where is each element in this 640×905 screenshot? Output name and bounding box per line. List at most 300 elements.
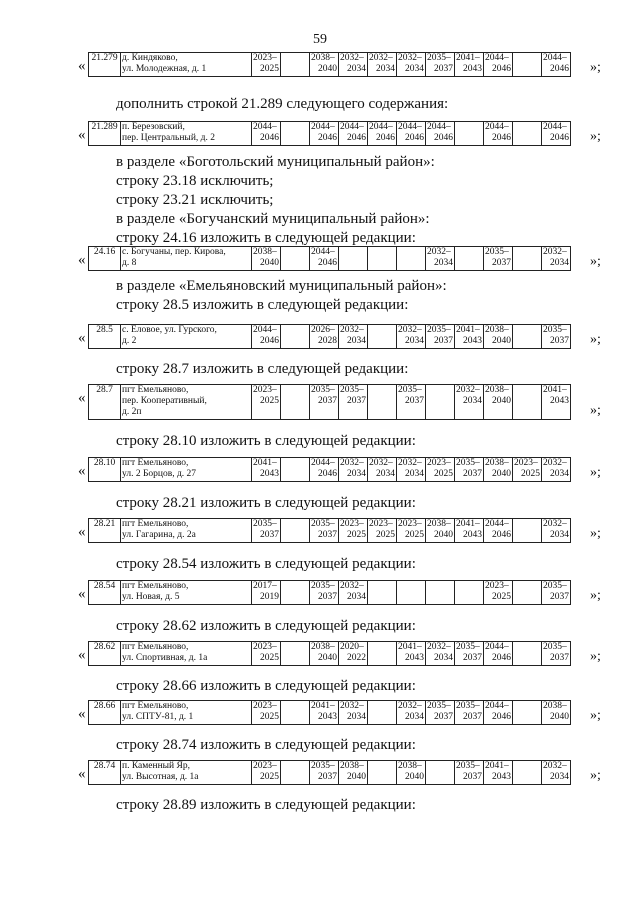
year-start: 2035– <box>456 761 480 771</box>
row-number: 21.289 <box>89 122 121 146</box>
year-start: 2032– <box>427 247 451 257</box>
year-cell <box>542 761 571 785</box>
year-cell <box>397 642 426 666</box>
year-cell <box>310 642 339 666</box>
row-number: 21.279 <box>89 53 121 77</box>
year-start: 2041– <box>253 458 277 468</box>
year-cell <box>397 761 426 785</box>
close-quote: »; <box>590 254 601 269</box>
instruction-text: строку 28.10 изложить в следующей редакции: <box>116 433 416 449</box>
year-start: 2041– <box>456 519 480 529</box>
year-cell <box>397 53 426 77</box>
year-end: 2034 <box>347 712 366 722</box>
year-start: 2041– <box>485 761 509 771</box>
address-line: д. 8 <box>122 258 137 268</box>
year-start: 2035– <box>311 519 335 529</box>
year-end: 2025 <box>376 530 395 540</box>
year-start: 2041– <box>543 385 567 395</box>
year-start: 2044– <box>369 122 393 132</box>
year-end: 2037 <box>405 396 424 406</box>
year-end: 2043 <box>550 396 569 406</box>
page-number: 59 <box>313 32 327 47</box>
year-cell <box>339 761 368 785</box>
year-cell <box>397 247 426 271</box>
instruction-text: строку 23.18 исключить; <box>116 173 274 189</box>
close-quote: »; <box>590 465 601 480</box>
year-cell <box>281 519 310 543</box>
year-cell <box>368 458 397 482</box>
year-start: 2044– <box>543 122 567 132</box>
year-cell <box>542 701 571 725</box>
year-end: 2046 <box>492 653 511 663</box>
year-start: 2041– <box>311 701 335 711</box>
year-cell <box>426 385 455 420</box>
year-end: 2034 <box>550 530 569 540</box>
year-start: 2032– <box>398 325 422 335</box>
year-start: 2035– <box>543 325 567 335</box>
year-end: 2034 <box>376 469 395 479</box>
year-start: 2035– <box>427 53 451 63</box>
table-row <box>88 52 571 77</box>
address-cell <box>121 761 252 785</box>
year-cell <box>281 581 310 605</box>
address-line: ул. СПТУ-81, д. 1 <box>122 712 194 722</box>
year-cell <box>484 385 513 420</box>
year-start: 2035– <box>456 458 480 468</box>
year-cell <box>310 122 339 146</box>
year-cell <box>455 642 484 666</box>
year-cell <box>542 519 571 543</box>
table-row <box>88 246 571 271</box>
year-cell <box>368 325 397 349</box>
year-cell <box>542 458 571 482</box>
year-cell <box>252 53 281 77</box>
year-end: 2040 <box>492 336 511 346</box>
instruction-text: строку 28.5 изложить в следующей редакции: <box>116 297 409 313</box>
year-start: 2038– <box>311 642 335 652</box>
year-start: 2035– <box>311 581 335 591</box>
year-start: 2023– <box>253 385 277 395</box>
row-number: 28.54 <box>89 581 121 605</box>
address-line: с. Еловое, ул. Гурского, <box>122 325 217 335</box>
year-start: 2023– <box>340 519 364 529</box>
instruction-text: строку 28.54 изложить в следующей редакции: <box>116 556 416 572</box>
year-start: 2044– <box>253 325 277 335</box>
year-cell <box>513 701 542 725</box>
close-quote: »; <box>590 588 601 603</box>
year-end: 2034 <box>434 653 453 663</box>
year-cell <box>484 247 513 271</box>
address-line: ул. Спортивная, д. 1а <box>122 653 208 663</box>
year-cell <box>455 458 484 482</box>
instruction-text: в разделе «Боготольский муниципальный район»: <box>116 154 435 170</box>
year-end: 2040 <box>347 772 366 782</box>
open-quote: « <box>78 252 86 268</box>
row-number: 28.10 <box>89 458 121 482</box>
year-end: 2046 <box>434 133 453 143</box>
year-cell <box>281 385 310 420</box>
year-start: 2032– <box>543 519 567 529</box>
year-end: 2046 <box>405 133 424 143</box>
instruction-text: строку 23.21 исключить; <box>116 192 274 208</box>
year-end: 2046 <box>492 712 511 722</box>
close-quote: »; <box>590 129 601 144</box>
year-cell <box>252 122 281 146</box>
year-start: 2026– <box>311 325 335 335</box>
row-number: 28.74 <box>89 761 121 785</box>
address-line: п. Березовский, <box>122 122 185 132</box>
year-cell <box>339 247 368 271</box>
year-start: 2032– <box>543 247 567 257</box>
year-cell <box>310 458 339 482</box>
year-start: 2023– <box>253 701 277 711</box>
year-start: 2044– <box>311 247 335 257</box>
address-line: пгт Емельяново, <box>122 385 189 395</box>
close-quote: »; <box>590 332 601 347</box>
row-number: 28.7 <box>89 385 121 420</box>
year-end: 2037 <box>318 592 337 602</box>
year-start: 2035– <box>253 519 277 529</box>
address-line: пгт Емельяново, <box>122 458 189 468</box>
year-start: 2038– <box>427 519 451 529</box>
year-start: 2032– <box>398 458 422 468</box>
year-start: 2044– <box>398 122 422 132</box>
year-cell <box>252 642 281 666</box>
year-end: 2037 <box>463 712 482 722</box>
address-cell <box>121 701 252 725</box>
year-start: 2035– <box>340 385 364 395</box>
table-row <box>88 580 571 605</box>
year-end: 2034 <box>550 772 569 782</box>
year-end: 2046 <box>550 133 569 143</box>
year-cell <box>252 325 281 349</box>
year-start: 2023– <box>485 581 509 591</box>
address-line: пгт Емельяново, <box>122 581 189 591</box>
year-cell <box>484 701 513 725</box>
year-end: 2037 <box>550 592 569 602</box>
year-cell <box>339 385 368 420</box>
close-quote: »; <box>590 526 601 541</box>
year-cell <box>513 122 542 146</box>
year-end: 2034 <box>405 712 424 722</box>
year-start: 2032– <box>340 701 364 711</box>
year-cell <box>542 325 571 349</box>
year-cell <box>455 519 484 543</box>
year-start: 2044– <box>485 122 509 132</box>
year-end: 2034 <box>405 469 424 479</box>
year-start: 2035– <box>427 701 451 711</box>
year-cell <box>252 519 281 543</box>
close-quote: »; <box>590 403 601 418</box>
year-end: 2046 <box>318 258 337 268</box>
year-start: 2044– <box>340 122 364 132</box>
instruction-text: строку 24.16 изложить в следующей редакции: <box>116 230 416 246</box>
year-cell <box>310 581 339 605</box>
year-end: 2025 <box>260 64 279 74</box>
year-start: 2035– <box>543 642 567 652</box>
year-cell <box>455 581 484 605</box>
year-cell <box>455 761 484 785</box>
year-end: 2037 <box>463 653 482 663</box>
year-start: 2023– <box>253 642 277 652</box>
year-start: 2038– <box>253 247 277 257</box>
year-end: 2025 <box>521 469 540 479</box>
year-cell <box>368 581 397 605</box>
year-cell <box>513 247 542 271</box>
open-quote: « <box>78 586 86 602</box>
year-cell <box>252 701 281 725</box>
year-cell <box>542 385 571 420</box>
instruction-text: строку 28.21 изложить в следующей редакции: <box>116 495 416 511</box>
year-start: 2044– <box>485 642 509 652</box>
year-end: 2046 <box>318 469 337 479</box>
year-cell <box>339 519 368 543</box>
year-cell <box>426 122 455 146</box>
year-cell <box>310 325 339 349</box>
year-cell <box>513 385 542 420</box>
year-end: 2037 <box>347 396 366 406</box>
year-start: 2035– <box>456 642 480 652</box>
year-end: 2046 <box>318 133 337 143</box>
year-start: 2044– <box>485 701 509 711</box>
year-start: 2038– <box>398 761 422 771</box>
year-start: 2023– <box>514 458 538 468</box>
year-cell <box>542 581 571 605</box>
year-start: 2038– <box>340 761 364 771</box>
table-row <box>88 457 571 482</box>
year-start: 2044– <box>485 519 509 529</box>
year-end: 2037 <box>463 772 482 782</box>
year-cell <box>310 53 339 77</box>
year-cell <box>513 325 542 349</box>
year-cell <box>397 519 426 543</box>
address-cell <box>121 385 252 420</box>
year-start: 2035– <box>311 761 335 771</box>
year-start: 2038– <box>485 458 509 468</box>
year-start: 2041– <box>456 53 480 63</box>
year-end: 2037 <box>550 653 569 663</box>
address-line: пер. Центральный, д. 2 <box>122 133 215 143</box>
address-line: ул. Новая, д. 5 <box>122 592 180 602</box>
close-quote: »; <box>590 60 601 75</box>
year-end: 2037 <box>434 64 453 74</box>
address-cell <box>121 53 252 77</box>
year-start: 2035– <box>311 385 335 395</box>
year-end: 2037 <box>318 772 337 782</box>
year-end: 2019 <box>260 592 279 602</box>
close-quote: »; <box>590 708 601 723</box>
year-cell <box>397 581 426 605</box>
year-cell <box>397 325 426 349</box>
table-row <box>88 518 571 543</box>
year-end: 2025 <box>260 772 279 782</box>
year-end: 2037 <box>434 336 453 346</box>
address-cell <box>121 325 252 349</box>
year-start: 2032– <box>398 701 422 711</box>
year-cell <box>281 122 310 146</box>
year-cell <box>397 385 426 420</box>
year-cell <box>484 642 513 666</box>
instruction-text: строку 28.66 изложить в следующей редакции: <box>116 678 416 694</box>
year-end: 2025 <box>434 469 453 479</box>
close-quote: »; <box>590 768 601 783</box>
year-cell <box>455 53 484 77</box>
year-start: 2032– <box>427 642 451 652</box>
year-end: 2040 <box>405 772 424 782</box>
year-start: 2035– <box>456 701 480 711</box>
address-line: пгт Емельяново, <box>122 642 189 652</box>
open-quote: « <box>78 647 86 663</box>
year-cell <box>426 701 455 725</box>
year-end: 2043 <box>405 653 424 663</box>
year-cell <box>339 53 368 77</box>
year-end: 2046 <box>260 336 279 346</box>
year-cell <box>484 325 513 349</box>
year-cell <box>397 122 426 146</box>
year-end: 2043 <box>463 336 482 346</box>
year-cell <box>252 458 281 482</box>
year-end: 2040 <box>550 712 569 722</box>
year-end: 2034 <box>347 469 366 479</box>
year-start: 2032– <box>369 53 393 63</box>
year-end: 2025 <box>260 396 279 406</box>
instruction-text: строку 28.74 изложить в следующей редакции: <box>116 737 416 753</box>
year-cell <box>513 519 542 543</box>
address-line: п. Каменный Яр, <box>122 761 190 771</box>
year-start: 2044– <box>253 122 277 132</box>
year-start: 2035– <box>398 385 422 395</box>
address-line: ул. 2 Борцов, д. 27 <box>122 469 197 479</box>
instruction-text: в разделе «Богучанский муниципальный район»: <box>116 211 430 227</box>
open-quote: « <box>78 766 86 782</box>
open-quote: « <box>78 706 86 722</box>
year-end: 2028 <box>318 336 337 346</box>
row-number: 28.5 <box>89 325 121 349</box>
year-start: 2038– <box>485 385 509 395</box>
year-end: 2037 <box>492 258 511 268</box>
year-end: 2025 <box>492 592 511 602</box>
year-start: 2044– <box>485 53 509 63</box>
address-line: д. 2п <box>122 407 142 417</box>
year-cell <box>368 247 397 271</box>
year-cell <box>426 581 455 605</box>
address-line: д. Киндяково, <box>122 53 178 63</box>
year-end: 2043 <box>318 712 337 722</box>
year-end: 2034 <box>434 258 453 268</box>
year-end: 2025 <box>260 653 279 663</box>
year-start: 2023– <box>427 458 451 468</box>
year-cell <box>310 519 339 543</box>
open-quote: « <box>78 463 86 479</box>
year-end: 2043 <box>260 469 279 479</box>
year-end: 2040 <box>492 469 511 479</box>
instruction-text: строку 28.89 изложить в следующей редакции: <box>116 797 416 813</box>
year-start: 2023– <box>253 761 277 771</box>
address-line: пер. Кооперативный, <box>122 396 207 406</box>
year-cell <box>281 53 310 77</box>
year-cell <box>339 642 368 666</box>
year-cell <box>484 581 513 605</box>
row-number: 28.21 <box>89 519 121 543</box>
year-end: 2034 <box>405 336 424 346</box>
year-start: 2032– <box>369 458 393 468</box>
table-row <box>88 700 571 725</box>
table-row <box>88 324 571 349</box>
year-end: 2040 <box>318 653 337 663</box>
year-end: 2043 <box>463 530 482 540</box>
year-start: 2044– <box>311 122 335 132</box>
year-end: 2040 <box>260 258 279 268</box>
year-cell <box>397 458 426 482</box>
year-cell <box>252 247 281 271</box>
year-cell <box>252 581 281 605</box>
year-cell <box>281 761 310 785</box>
year-end: 2043 <box>463 64 482 74</box>
year-start: 2017– <box>253 581 277 591</box>
instruction-text: в разделе «Емельяновский муниципальный район»: <box>116 278 447 294</box>
year-start: 2041– <box>456 325 480 335</box>
year-cell <box>455 122 484 146</box>
year-cell <box>252 385 281 420</box>
open-quote: « <box>78 390 86 406</box>
year-cell <box>339 701 368 725</box>
year-cell <box>484 519 513 543</box>
year-cell <box>281 325 310 349</box>
year-start: 2032– <box>340 325 364 335</box>
address-line: пгт Емельяново, <box>122 701 189 711</box>
year-start: 2032– <box>340 458 364 468</box>
year-cell <box>484 53 513 77</box>
instruction-text: дополнить строкой 21.289 следующего содержания: <box>116 96 449 112</box>
open-quote: « <box>78 127 86 143</box>
year-cell <box>542 642 571 666</box>
address-cell <box>121 642 252 666</box>
year-cell <box>368 519 397 543</box>
year-cell <box>252 761 281 785</box>
year-start: 2035– <box>485 247 509 257</box>
year-end: 2037 <box>550 336 569 346</box>
row-number: 28.66 <box>89 701 121 725</box>
year-end: 2046 <box>492 64 511 74</box>
year-cell <box>542 53 571 77</box>
year-start: 2032– <box>543 761 567 771</box>
year-cell <box>513 642 542 666</box>
year-start: 2044– <box>427 122 451 132</box>
year-end: 2037 <box>463 469 482 479</box>
year-cell <box>426 53 455 77</box>
year-end: 2034 <box>405 64 424 74</box>
year-end: 2043 <box>492 772 511 782</box>
year-end: 2025 <box>347 530 366 540</box>
year-cell <box>542 247 571 271</box>
year-end: 2025 <box>405 530 424 540</box>
year-start: 2035– <box>427 325 451 335</box>
year-cell <box>455 701 484 725</box>
year-start: 2023– <box>398 519 422 529</box>
year-cell <box>455 385 484 420</box>
year-cell <box>368 761 397 785</box>
open-quote: « <box>78 330 86 346</box>
year-cell <box>368 385 397 420</box>
year-cell <box>339 325 368 349</box>
year-end: 2046 <box>260 133 279 143</box>
year-end: 2046 <box>376 133 395 143</box>
year-cell <box>368 122 397 146</box>
year-start: 2023– <box>369 519 393 529</box>
year-end: 2037 <box>260 530 279 540</box>
year-cell <box>368 701 397 725</box>
year-start: 2038– <box>485 325 509 335</box>
